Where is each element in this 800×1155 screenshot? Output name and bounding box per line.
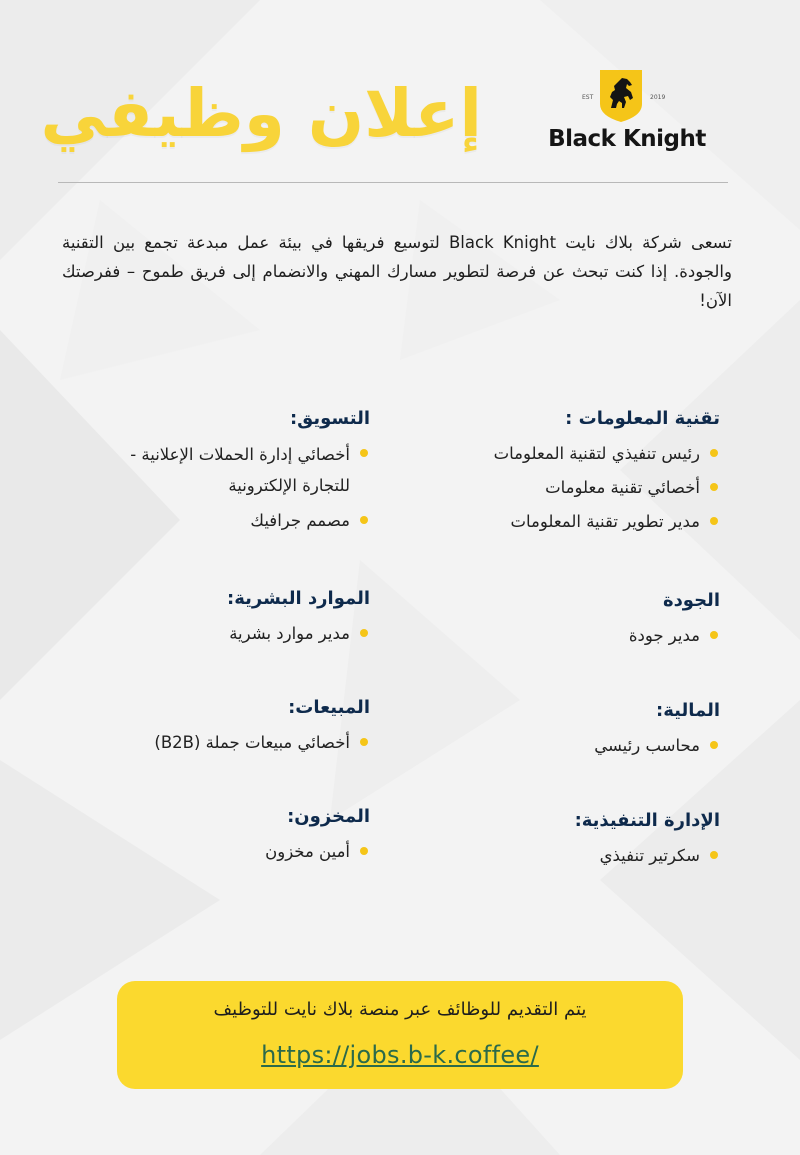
job-item [227, 619, 370, 648]
job-item [110, 439, 370, 501]
job-label: أخصائي إدارة الحملات الإعلانية - للتجارة الإلكترونية [130, 445, 350, 495]
job-label: أخصائي مبيعات جملة (B2B) [154, 733, 350, 752]
section-quality [629, 590, 720, 655]
section-marketing [110, 408, 370, 540]
section-hr [227, 588, 370, 653]
job-label: رئيس تنفيذي لتقنية المعلومات [493, 444, 700, 463]
section-warehouse [265, 806, 370, 871]
bullet-icon [360, 738, 368, 746]
job-label: محاسب رئيسي [594, 736, 700, 755]
job-item [110, 506, 370, 535]
section-title-quality: الجودة [662, 590, 720, 611]
header-divider [58, 182, 728, 183]
brand-logo [538, 70, 716, 156]
section-title-executive: الإدارة التنفيذية: [574, 810, 720, 831]
apply-cta-text: يتم التقديم للوظائف عبر منصة بلاك نايت للتوظيف [213, 999, 587, 1020]
bullet-icon [360, 449, 368, 457]
job-label: أخصائي تقنية معلومات [545, 478, 700, 497]
knight-horse-shield-icon [600, 70, 642, 122]
job-label: مدير تطوير تقنية المعلومات [510, 512, 700, 531]
section-title-it: تقنية المعلومات : [565, 408, 720, 429]
brand-name: Black Knight [548, 126, 706, 152]
section-title-warehouse: المخزون: [287, 806, 370, 827]
intro-paragraph: تسعى شركة بلاك نايت Black Knight لتوسيع فريقها في بيئة عمل مبدعة تجمع بين التقنية والجودة. إذا كنت تبحث عن فرصة لتطوير مسارك المهني والانضمام إلى فريق طموح – ففرصتك الآن! [62, 233, 732, 310]
apply-cta-box [117, 981, 683, 1089]
bullet-icon [710, 631, 718, 639]
bullet-icon [710, 449, 718, 457]
job-item [594, 731, 720, 760]
job-item [154, 728, 370, 757]
bullet-icon [360, 516, 368, 524]
logo-year: 2019 [650, 94, 666, 101]
bullet-icon [360, 847, 368, 855]
job-item [575, 841, 720, 870]
job-item [494, 473, 720, 502]
section-title-sales: المبيعات: [288, 697, 370, 718]
job-item [265, 837, 370, 866]
bullet-icon [710, 851, 718, 859]
job-label: مدير موارد بشرية [229, 624, 350, 643]
section-sales [154, 697, 370, 762]
section-title-marketing: التسويق: [289, 408, 370, 429]
apply-link[interactable]: https://jobs.b-k.coffee/ [261, 1041, 539, 1069]
bullet-icon [360, 629, 368, 637]
job-item [494, 507, 720, 536]
job-item [494, 439, 720, 468]
job-item [629, 621, 720, 650]
page-title: إعلان وظيفي [40, 75, 482, 152]
job-label: مصمم جرافيك [250, 511, 350, 530]
section-it [494, 408, 720, 541]
bullet-icon [710, 483, 718, 491]
section-finance [594, 700, 720, 765]
bullet-icon [710, 517, 718, 525]
job-label: مدير جودة [628, 626, 700, 645]
section-executive [575, 810, 720, 875]
section-title-hr: الموارد البشرية: [227, 588, 370, 609]
job-label: أمين مخزون [265, 842, 350, 861]
header [0, 0, 800, 185]
section-title-finance: المالية: [656, 700, 720, 721]
logo-est-label: EST [582, 94, 594, 101]
bullet-icon [710, 741, 718, 749]
job-label: سكرتير تنفيذي [599, 846, 700, 865]
